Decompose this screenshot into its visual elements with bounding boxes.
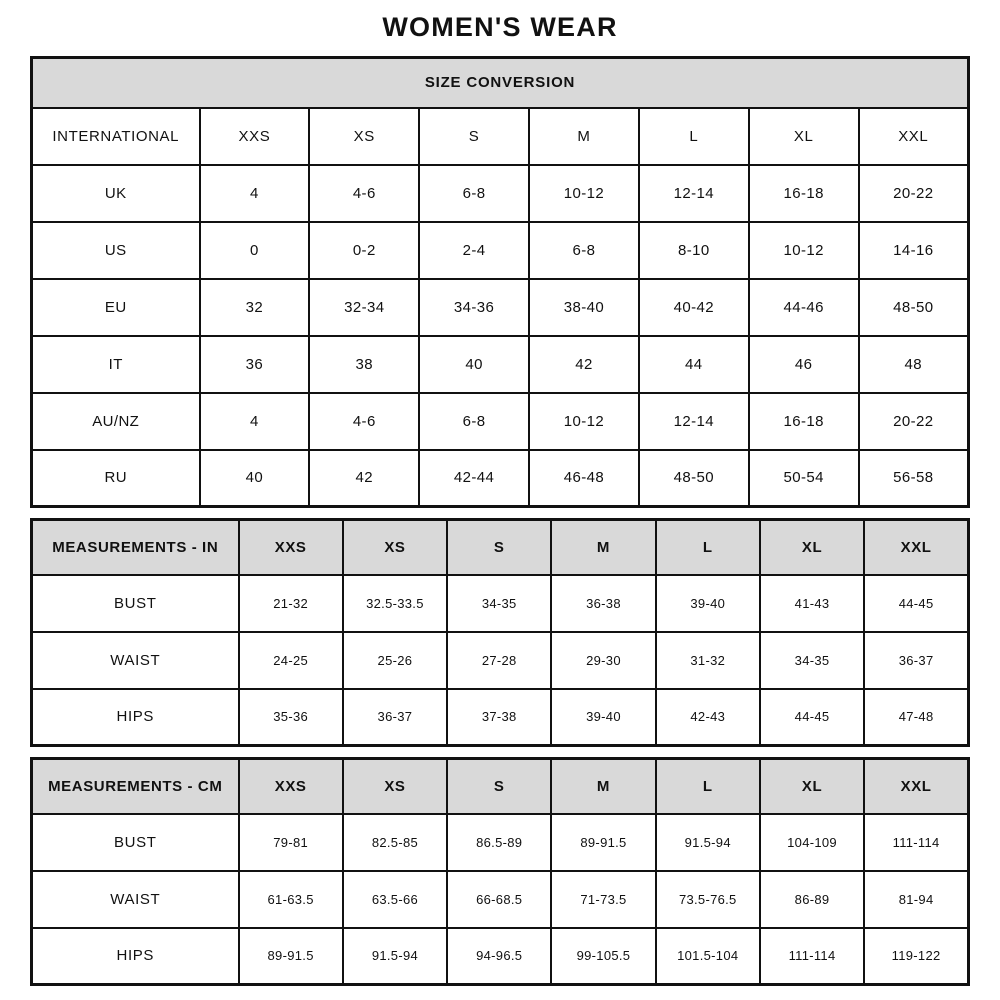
col-header-xs: XS	[343, 759, 447, 814]
size-cell: 46	[749, 336, 859, 393]
row-label-ru: RU	[32, 450, 200, 507]
row-label-waist: WAIST	[32, 632, 239, 689]
measure-cell: 35-36	[239, 689, 343, 746]
col-header-xs: XS	[309, 108, 419, 165]
size-cell: 10-12	[749, 222, 859, 279]
measure-cell: 71-73.5	[551, 871, 655, 928]
measure-cell: 81-94	[864, 871, 968, 928]
size-cell: 4	[200, 393, 310, 450]
measure-cell: 39-40	[656, 575, 760, 632]
measure-cell: 63.5-66	[343, 871, 447, 928]
col-header-xl: XL	[749, 108, 859, 165]
table-row-uk	[32, 165, 969, 222]
size-cell: 42-44	[419, 450, 529, 507]
measure-cell: 66-68.5	[447, 871, 551, 928]
size-cell: 0	[200, 222, 310, 279]
col-header-xxl: XXL	[864, 759, 968, 814]
measure-cell: 44-45	[864, 575, 968, 632]
size-conversion-header: SIZE CONVERSION	[32, 58, 969, 108]
measure-cell: 86-89	[760, 871, 864, 928]
page-title: WOMEN'S WEAR	[382, 12, 618, 42]
measure-cell: 101.5-104	[656, 928, 760, 985]
table-row-bust-cm	[32, 814, 969, 871]
col-header-xxs: XXS	[239, 759, 343, 814]
size-cell: 40	[419, 336, 529, 393]
table-row-hips-cm	[32, 928, 969, 985]
table-row-ru	[32, 450, 969, 507]
size-cell: 4-6	[309, 165, 419, 222]
measurements-cm-header: MEASUREMENTS - CM	[32, 759, 239, 814]
size-cell: 32-34	[309, 279, 419, 336]
size-cell: 20-22	[859, 393, 969, 450]
measure-cell: 32.5-33.5	[343, 575, 447, 632]
measure-cell: 99-105.5	[551, 928, 655, 985]
measure-cell: 47-48	[864, 689, 968, 746]
measure-cell: 36-37	[343, 689, 447, 746]
measure-cell: 82.5-85	[343, 814, 447, 871]
col-header-xxs: XXS	[200, 108, 310, 165]
size-cell: 38	[309, 336, 419, 393]
col-header-m: M	[551, 520, 655, 575]
size-cell: 48-50	[859, 279, 969, 336]
size-cell: 34-36	[419, 279, 529, 336]
measure-cell: 44-45	[760, 689, 864, 746]
measure-cell: 89-91.5	[239, 928, 343, 985]
col-header-xs: XS	[343, 520, 447, 575]
size-cell: 14-16	[859, 222, 969, 279]
row-label-us: US	[32, 222, 200, 279]
size-cell: 8-10	[639, 222, 749, 279]
measure-cell: 41-43	[760, 575, 864, 632]
size-cell: 20-22	[859, 165, 969, 222]
measurements-in-table	[30, 518, 970, 747]
size-cell: 0-2	[309, 222, 419, 279]
measure-cell: 27-28	[447, 632, 551, 689]
size-cell: 40-42	[639, 279, 749, 336]
measure-cell: 104-109	[760, 814, 864, 871]
col-header-s: S	[447, 520, 551, 575]
row-label-bust: BUST	[32, 575, 239, 632]
measure-cell: 61-63.5	[239, 871, 343, 928]
size-cell: 38-40	[529, 279, 639, 336]
size-cell: 56-58	[859, 450, 969, 507]
col-header-l: L	[639, 108, 749, 165]
measure-cell: 36-37	[864, 632, 968, 689]
measure-cell: 29-30	[551, 632, 655, 689]
row-label-bust: BUST	[32, 814, 239, 871]
measure-cell: 86.5-89	[447, 814, 551, 871]
row-label-it: IT	[32, 336, 200, 393]
row-label-waist: WAIST	[32, 871, 239, 928]
measure-cell: 36-38	[551, 575, 655, 632]
measure-cell: 39-40	[551, 689, 655, 746]
size-cell: 12-14	[639, 393, 749, 450]
size-cell: 48	[859, 336, 969, 393]
size-cell: 2-4	[419, 222, 529, 279]
size-cell: 44	[639, 336, 749, 393]
measurements-in-header: MEASUREMENTS - IN	[32, 520, 239, 575]
measure-cell: 79-81	[239, 814, 343, 871]
col-header-xxl: XXL	[864, 520, 968, 575]
size-cell: 36	[200, 336, 310, 393]
col-header-m: M	[551, 759, 655, 814]
col-header-m: M	[529, 108, 639, 165]
size-cell: 42	[309, 450, 419, 507]
row-label-uk: UK	[32, 165, 200, 222]
table-row-bust-in	[32, 575, 969, 632]
size-cell: 32	[200, 279, 310, 336]
size-cell: 10-12	[529, 393, 639, 450]
col-header-xl: XL	[760, 759, 864, 814]
measure-cell: 119-122	[864, 928, 968, 985]
size-cell: 6-8	[529, 222, 639, 279]
measure-cell: 34-35	[447, 575, 551, 632]
table-row-us	[32, 222, 969, 279]
size-cell: 4-6	[309, 393, 419, 450]
table-row-aunz	[32, 393, 969, 450]
measure-cell: 91.5-94	[656, 814, 760, 871]
table-row-waist-cm	[32, 871, 969, 928]
measure-cell: 37-38	[447, 689, 551, 746]
row-label-aunz: AU/NZ	[32, 393, 200, 450]
table-row-it	[32, 336, 969, 393]
col-header-l: L	[656, 759, 760, 814]
col-header-s: S	[447, 759, 551, 814]
row-label-eu: EU	[32, 279, 200, 336]
col-header-xxl: XXL	[859, 108, 969, 165]
size-cell: 6-8	[419, 165, 529, 222]
col-header-xxs: XXS	[239, 520, 343, 575]
table-row-waist-in	[32, 632, 969, 689]
table-row-hips-in	[32, 689, 969, 746]
size-cell: 42	[529, 336, 639, 393]
col-header-s: S	[419, 108, 529, 165]
size-cell: 4	[200, 165, 310, 222]
measure-cell: 34-35	[760, 632, 864, 689]
size-conversion-table	[30, 56, 970, 508]
measure-cell: 111-114	[864, 814, 968, 871]
size-cell: 6-8	[419, 393, 529, 450]
measure-cell: 73.5-76.5	[656, 871, 760, 928]
size-cell: 10-12	[529, 165, 639, 222]
size-cell: 12-14	[639, 165, 749, 222]
col-header-international: INTERNATIONAL	[32, 108, 200, 165]
measure-cell: 25-26	[343, 632, 447, 689]
table-row-eu	[32, 279, 969, 336]
size-cell: 46-48	[529, 450, 639, 507]
measure-cell: 89-91.5	[551, 814, 655, 871]
measurements-cm-table	[30, 757, 970, 986]
size-cell: 50-54	[749, 450, 859, 507]
col-header-xl: XL	[760, 520, 864, 575]
measure-cell: 42-43	[656, 689, 760, 746]
col-header-l: L	[656, 520, 760, 575]
measure-cell: 31-32	[656, 632, 760, 689]
size-cell: 16-18	[749, 393, 859, 450]
measure-cell: 24-25	[239, 632, 343, 689]
size-cell: 16-18	[749, 165, 859, 222]
size-cell: 44-46	[749, 279, 859, 336]
size-cell: 48-50	[639, 450, 749, 507]
size-cell: 40	[200, 450, 310, 507]
row-label-hips: HIPS	[32, 689, 239, 746]
measure-cell: 94-96.5	[447, 928, 551, 985]
measure-cell: 91.5-94	[343, 928, 447, 985]
row-label-hips: HIPS	[32, 928, 239, 985]
measure-cell: 21-32	[239, 575, 343, 632]
measure-cell: 111-114	[760, 928, 864, 985]
